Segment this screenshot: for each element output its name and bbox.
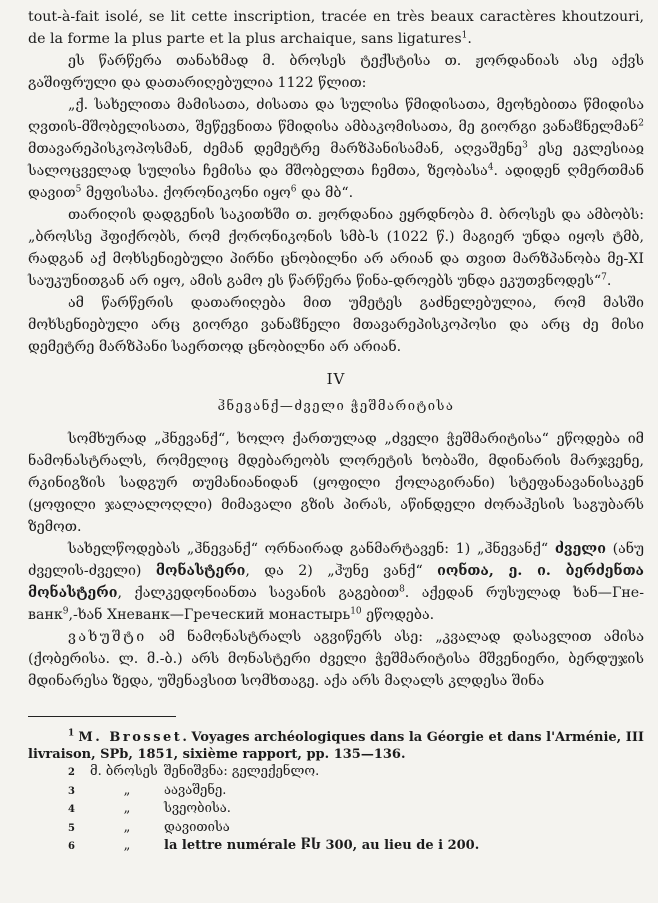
text: . — [467, 31, 472, 47]
footnote-number: 6 — [68, 841, 75, 852]
footnote-ref: 4 — [487, 162, 494, 173]
text: . აქედან რუსულად ხან— — [404, 585, 612, 601]
russian-term: Гне-ванк — [28, 585, 644, 623]
footnote-text: . Voyages archéologiques dans la Géorgie et dans l'Arménie, III livraison, SPb, 1851, sixième rapport, pp. 135—136. — [28, 730, 644, 762]
paragraph-dating — [28, 204, 644, 292]
text: მეფისასა. ქორონიკონი იყო — [85, 185, 291, 201]
bold-term: იონთა, ე. ი. ბერძენთა მონასტერი — [28, 563, 644, 601]
text: ,-ხან — [68, 607, 103, 623]
footnote-number: 4 — [68, 804, 75, 815]
footnote-divider — [28, 716, 176, 717]
bold-term: ძველი — [554, 541, 606, 557]
footnote-text: აავაშენე. — [164, 782, 227, 798]
text: , და 2) „ჰუნე ვანქ“ — [245, 563, 423, 579]
footnote-1 — [28, 729, 644, 763]
text: მთავარეპისკოპოსმან, ძემან დემეტრე მარზპანისამან, აღვაშენე — [28, 141, 523, 157]
ditto-mark: „ — [123, 838, 131, 853]
footnote-4 — [68, 800, 644, 819]
footnote-5 — [68, 819, 644, 838]
paragraph-dating-difficulty: ამ წარწერის დათარიღება მით უმეტეს გაძნელებულია, რომ მასში მოხსენიებული არც გიორგი ვანაჱნელი მთავარეპისკოპოსი და არც ძე მისი დემეტრე მარზპანი საერთოდ ცნობილნი არ არიან. — [28, 295, 644, 355]
footnote-number: 2 — [68, 767, 75, 778]
footnote-author: M. Brosset — [78, 730, 183, 745]
footnote-ref: 5 — [75, 184, 82, 195]
paragraph-french-intro — [28, 6, 644, 50]
ditto-mark: „ — [123, 782, 131, 798]
ditto-mark: „ — [123, 801, 131, 816]
footnote-mark: მ. ბროსეს — [90, 764, 158, 779]
spaced-name: ვახუშტი — [68, 629, 147, 645]
text: და მბ“. — [301, 185, 354, 201]
footnote-text: შენიშვნა: გელექენლო. — [163, 764, 320, 779]
footnote-2 — [68, 763, 644, 782]
text: . — [606, 273, 612, 289]
footnote-text: სვეობისა. — [164, 801, 231, 816]
footnote-6 — [68, 837, 644, 856]
section-title: ჰნევანქ—ძველი ჭეშმარიტისა — [217, 399, 455, 414]
footnote-ref: 8 — [399, 584, 405, 595]
paragraph-inscription-text — [28, 94, 644, 204]
text: ეწოდება. — [366, 607, 435, 623]
footnote-ref: 9 — [62, 606, 69, 617]
text: tout-à-fait isolé, se lit cette inscription, tracée en très beaux caractères khoutzouri, de la forme la plus parte et la plus archaique, sans ligatures — [28, 9, 644, 47]
footnote-ref: 3 — [522, 140, 528, 151]
text: სახელწოდებას „ჰნევანქ“ ორნაირად განმარტავენ: 1) „ჰნევანქ“ — [68, 541, 549, 557]
footnote-ref: 1 — [461, 30, 468, 41]
footnote-ref: 6 — [290, 184, 297, 195]
footnote-text: la lettre numérale ႼႱ 300, au lieu de i 200. — [164, 838, 480, 853]
text: „ქ. სახელითა მამისათა, ძისათა და სულისა წმიდისათა, მეოხებითა წმიდისა ღვთის-მშობელისათა, შეწევნითა წმიდისა ამბაკომისათა, მე გიორგი ვანაჱნელმან — [28, 97, 644, 135]
footnote-number: 5 — [68, 822, 75, 834]
footnotes — [28, 729, 644, 856]
footnote-ref: 7 — [601, 272, 607, 283]
paragraph-etymology — [28, 538, 644, 626]
section-number: IV — [326, 370, 346, 388]
footnote-number: 3 — [68, 785, 75, 797]
paragraph-location: სომხურად „ჰნევანქ“, ხოლო ქართულად „ძველი ჭეშმარიტისა“ ეწოდება იმ ნამონასტრალს, რომელიც მდებარეობს ლორეტის ხობაში, მდინარის მარჯვენე, რკინიგზის სადგურ თუმანიანიდან (ყოფილი ქოლაგირანი) სტეფანავანისაკენ (ყოფილი ჯალალოღლი) მიმავალი გზის პირას, აწინდელი ძორაჰესის საგუბარს ზემოთ. — [28, 431, 644, 535]
text: . ადიდენ ღმერთმან დავით — [28, 163, 645, 201]
bold-term: მონასტერი — [155, 563, 246, 579]
russian-term: Хневанк—Греческий монастырь — [107, 607, 351, 623]
text: თარიღის დადგენის საკითხში თ. ჟორდანია ეყრდნობა მ. ბროსეს და ამბობს: „ბროსსე ჰფიქრობს, რომ ქორონიკონის სმბ-ს (1022 წ.) მაგიერ უნდა იყოს ტმბ, რადგან აქ მოხსენიებული პირნი ცნობილნი არ არიან და თვით მარზპანობა მე-XI საუკუნითგან არ იყო, ამის გამო ეს წარწერა წინა-დროებს უნდა ეკუთვნოდეს“ — [28, 207, 644, 289]
text: , ქალკედონიანთა სავანის გაგებით — [117, 585, 400, 601]
text: (ანუ ძველის-ძველი) — [28, 541, 644, 579]
paragraph-inscription-intro: ეს წარწერა თანახმად მ. ბროსეს ტექსტისა თ. ჟორდანიას ასე აქვს გაშიფრული და დათარიღებულია 1122 წლით: — [28, 53, 644, 91]
footnote-number: 1 — [68, 728, 75, 739]
footnote-ref: 10 — [350, 606, 362, 617]
footnote-ref: 2 — [638, 118, 644, 129]
text: ამ ნამონასტრალს აგვიწერს ასე: „კვალად დასავლით ამისა (ქობერისა. ლ. მ.-ბ.) არს მონასტერი ძველი ჭეშმარიტისა მშვენიერი, ბერდუჯის მდინარესა ზედა, უშენავსით სომხთაგე. აქა არს მაღალს კლდესა შინა — [28, 629, 645, 689]
paragraph-vakhushti — [28, 626, 644, 692]
footnote-text: დავითისა — [164, 819, 230, 835]
ditto-mark: „ — [123, 819, 131, 835]
text: ესე ეკლესიაჲ სალოცველად სულისა ჩემისა და მშობელთა ჩემთა, ზეობასა — [28, 141, 644, 179]
footnote-3 — [68, 782, 644, 801]
